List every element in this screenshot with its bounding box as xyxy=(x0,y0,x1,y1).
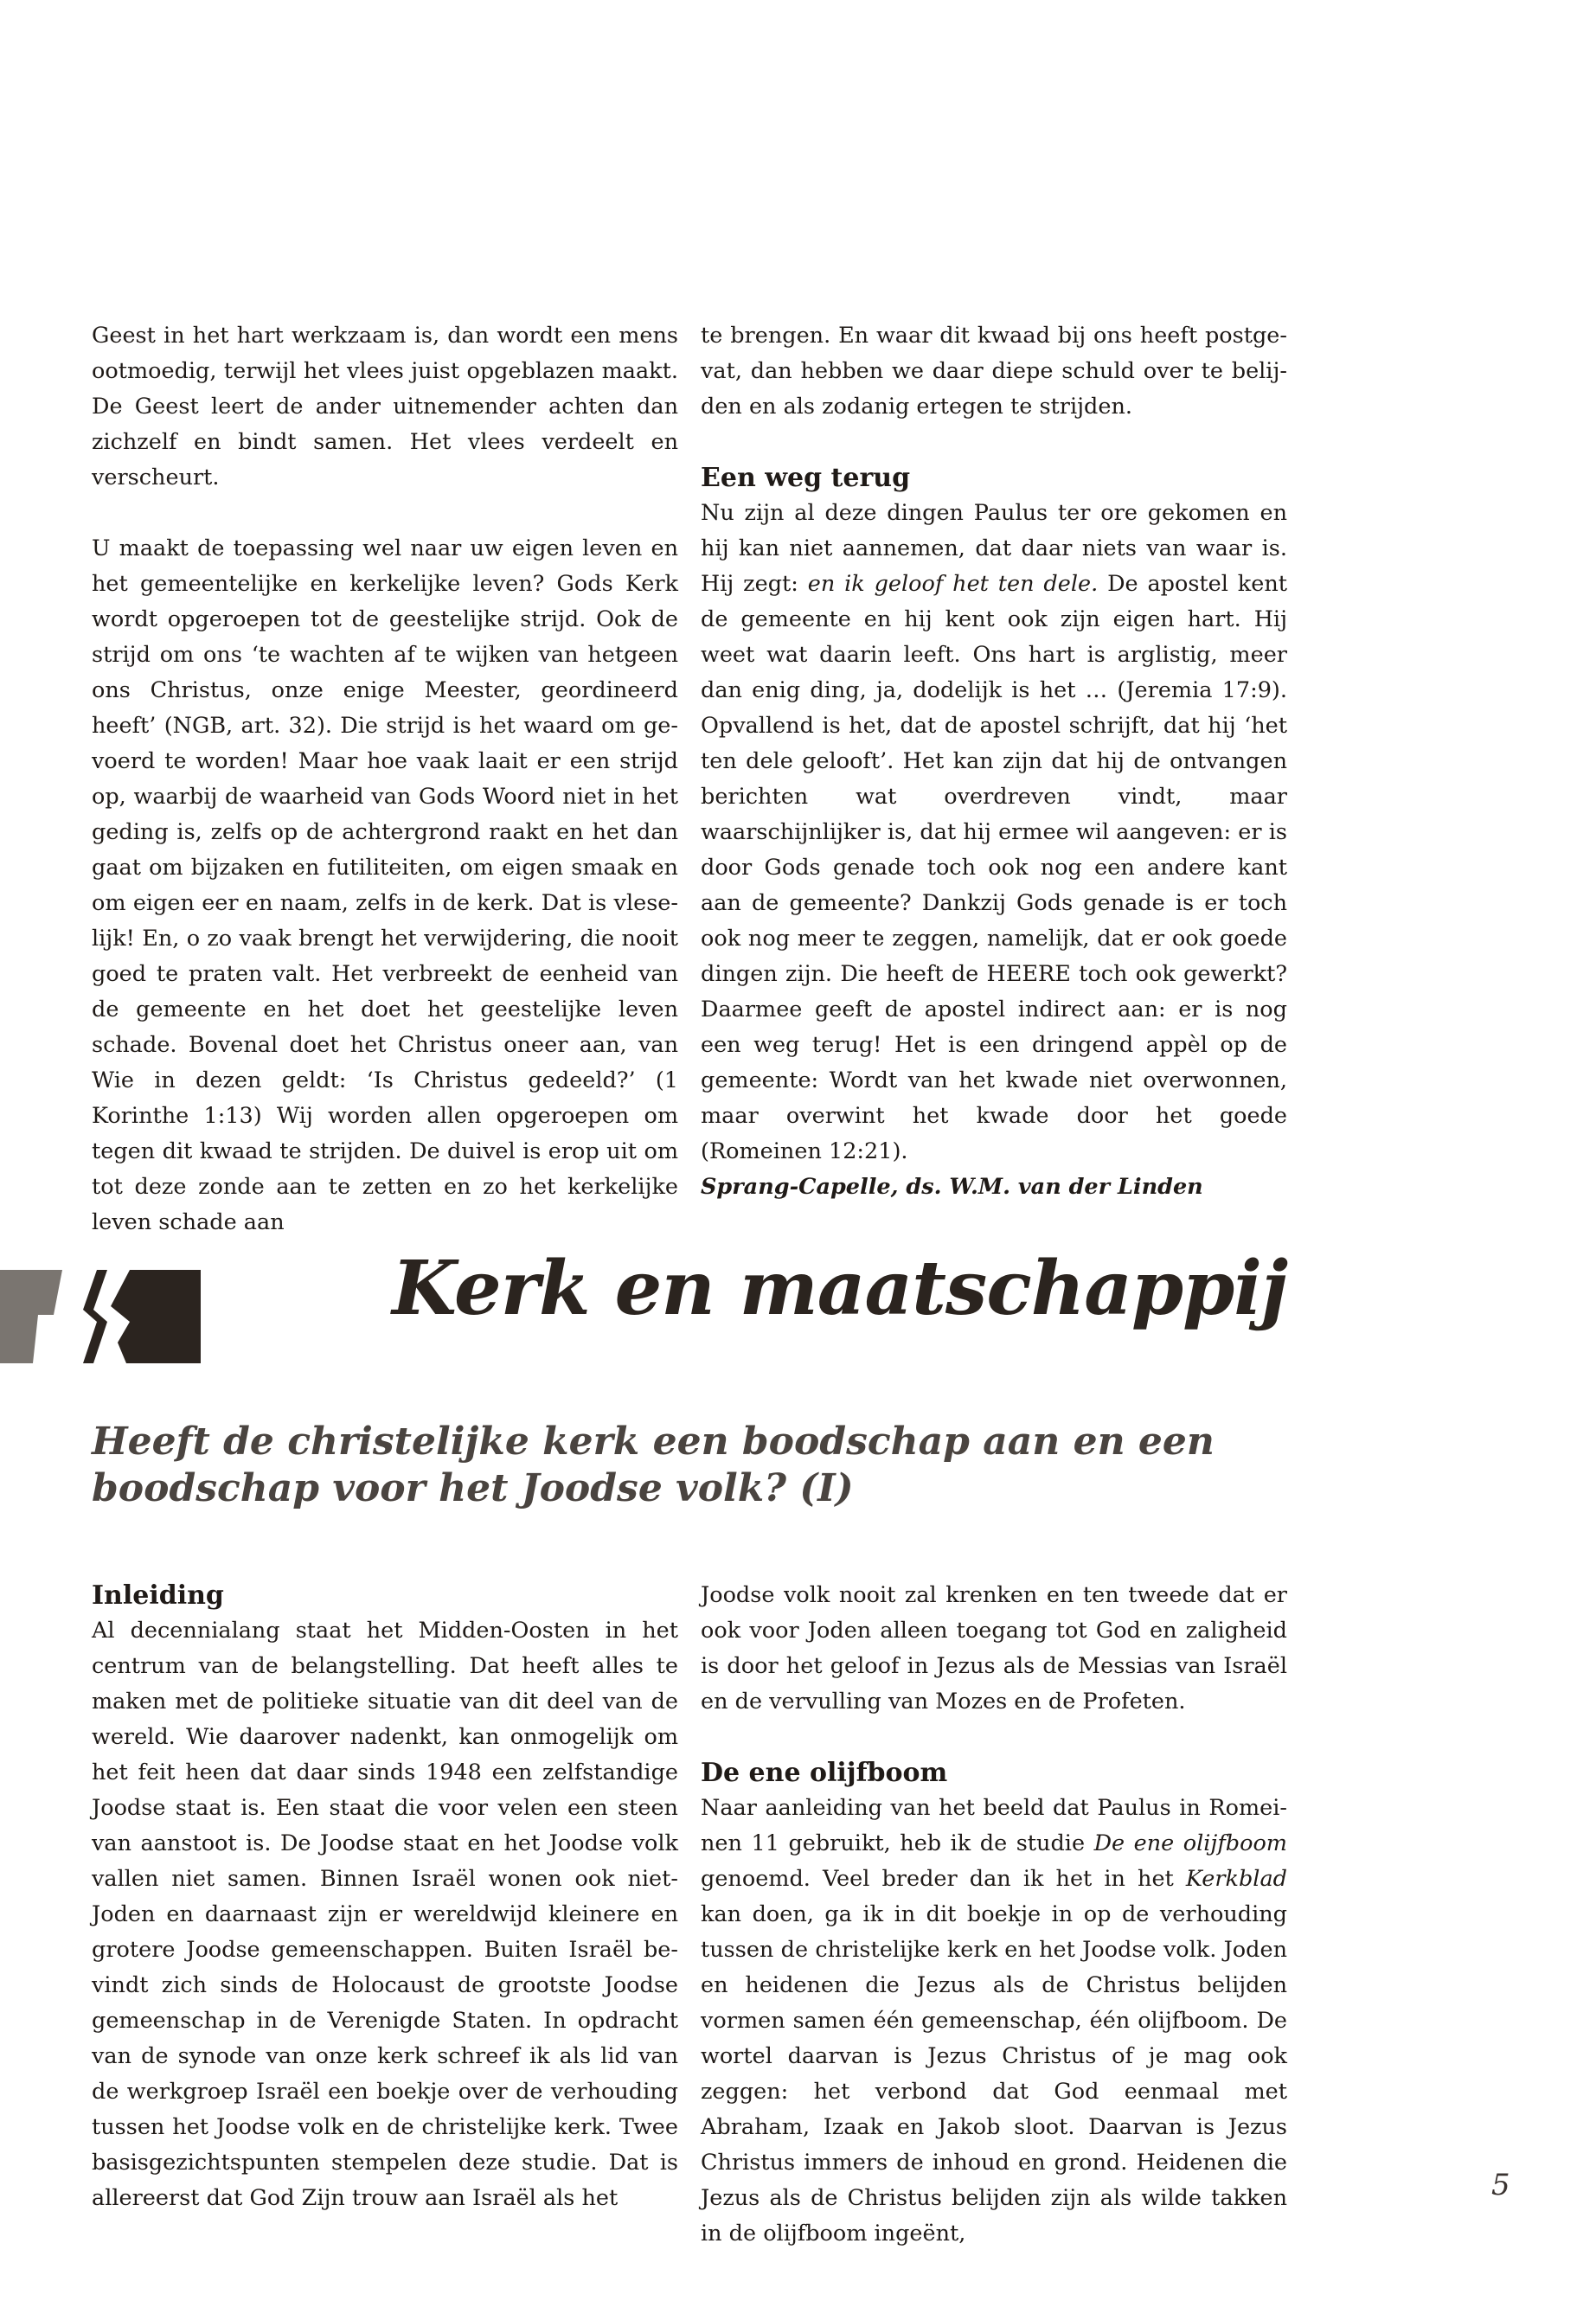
author-signature: Sprang-Capelle, ds. W.M. van der Linden xyxy=(701,1174,1203,1200)
italic-text: en ik geloof het ten dele. xyxy=(807,571,1099,597)
logo-gray-block xyxy=(0,1270,62,1363)
continued-text-left-column xyxy=(92,318,678,1240)
continued-text-right-column xyxy=(701,318,1287,1205)
paragraph: Geest in het hart werkzaam is, dan wordt een mens ootmoedig, terwijl het vlees juist opgeblazen maakt. De Geest leert de ander uitnemender achten dan zichzelf en bindt samen. Het vlees verdeelt en verscheurt. xyxy=(92,323,678,490)
text-run: De apostel kent de gemeente en hij kent ook zijn eigen hart. Hij weet wat daarin leeft. Ons hart is arglistig, meer dan enig ding, ja, dodelijk is het … (Jeremia 17:9). Opvallend is het, dat de apostel schrijft, dat hij ‘het ten dele gelooft’. Het kan zijn dat hij de ontvangen berichten wat overdreven vindt, maar waarschijnlijker is, dat hij ermee wil aangeven: er is door Gods genade toch ook nog een andere kant aan de gemeente? Dankzij Gods genade is er toch ook nog meer te zeggen, namelijk, dat er ook goede dingen zijn. Die heeft de HEERE toch ook gewerkt? Daarmee geeft de apostel indirect aan: er is nog een weg terug! Het is een dringend appèl op de gemeente: Wordt van het kwade niet overwonnen, maar overwint het kwade door het goede (Romeinen 12:21). xyxy=(701,571,1288,1164)
paragraph: U maakt de toepassing wel naar uw eigen leven en het gemeentelijke en kerkelijke leven? Gods Kerk wordt opgeroepen tot de geestelijke strijd. Ook de strijd om ons ‘te wachten af te wijken van hetgeen ons Christus, onze enige Meester, geordineerd heeft’ (NGB, art. 32). Die strijd is het waard om gevoerd te worden! Maar hoe vaak laait er een strijd op, waarbij de waarheid van Gods Woord niet in het geding is, zelfs op de achtergrond raakt en het dan gaat om bijzaken en futiliteiten, om eigen smaak en om eigen eer en naam, zelfs in de kerk. Dat is vleselijk! En, o zo vaak brengt het verwijdering, die nooit goed te praten valt. Het verbreekt de eenheid van de gemeente en het doet het geestelijke leven schade. Bovenal doet het Christus oneer aan, van Wie in dezen geldt: ‘Is Christus gedeeld?’ (1 Korinthe 1:13) Wij worden allen opgeroepen om tegen dit kwaad te strijden. De duivel is erop uit om tot deze zonde aan te zetten en zo het kerkelijke leven schade aan xyxy=(92,535,678,1235)
page-number: 5 xyxy=(1491,2168,1510,2202)
article-left-column xyxy=(92,1578,678,2216)
section-heading: Inleiding xyxy=(92,1580,224,1611)
italic-text: De ene olijfboom xyxy=(1093,1830,1287,1856)
text-run: kan doen, ga ik in dit boekje in op de verhouding tussen de christelijke kerk en het Joodse volk. Joden en heidenen die Jezus als de Christus belijden vormen samen één gemeenschap, één olijfboom. De wortel daarvan is Jezus Christus of je mag ook zeggen: het verbond dat God eenmaal met Abraham, Izaak en Jakob sloot. Daarvan is Jezus Christus immers de inhoud en grond. Heidenen die Jezus als de Christus belijden zijn als wilde takken in de olijfboom ingeënt, xyxy=(701,1901,1287,2247)
paragraph xyxy=(701,1791,1287,2252)
article-right-column xyxy=(701,1578,1287,2252)
section-title: Kerk en maatschappij xyxy=(392,1245,1287,1332)
section-heading: De ene olijfboom xyxy=(701,1758,948,1788)
section-heading: Een weg terug xyxy=(701,463,911,493)
text-run: Nu zijn al deze dingen Paulus ter ore gekomen en hij kan niet aannemen, dat daar niets van waar is. Hij zegt: xyxy=(701,500,1287,597)
paragraph xyxy=(701,496,1287,1170)
text-run: Naar aanleiding van het beeld dat Paulus in Romeinen 11 gebruikt, heb ik de studie xyxy=(701,1795,1287,1856)
article-title: Heeft de christelijke kerk een boodschap aan en een boodschap voor het Joodse volk? (I) xyxy=(92,1420,1215,1510)
paragraph: Al decennialang staat het Midden-Oosten in het centrum van de belangstelling. Dat heeft alles te maken met de politieke situatie van dit deel van de wereld. Wie daarover nadenkt, kan onmogelijk om het feit heen dat daar sinds 1948 een zelfstandige Joodse staat is. Een staat die voor velen een steen van aanstoot is. De Joodse staat en het Joodse volk vallen niet samen. Binnen Israël wonen ook niet-Joden en daarnaast zijn er wereldwijd kleinere en grotere Joodse gemeenschappen. Buiten Israël bevindt zich sinds de Holocaust de grootste Joodse gemeenschap in de Verenigde Staten. In opdracht van de synode van onze kerk schreef ik als lid van de werkgroep Israël een boekje over de verhouding tussen het Joodse volk en de christelijke kerk. Twee basisgezichtspunten stempelen deze studie. Dat is allereerst dat God Zijn trouw aan Israël als het xyxy=(92,1618,678,2211)
section-k-logo-icon xyxy=(0,1270,201,1363)
logo-dark-k-left xyxy=(83,1270,107,1363)
paragraph: Joodse volk nooit zal krenken en ten tweede dat er ook voor Joden alleen toegang tot God en zaligheid is door het geloof in Jezus als de Messias van Israël en de vervulling van Mozes en de Profeten. xyxy=(701,1582,1287,1715)
paragraph: te brengen. En waar dit kwaad bij ons heeft postgevat, dan hebben we daar diepe schuld over te belijden en als zodanig ertegen te strijden. xyxy=(701,323,1287,420)
text-run: genoemd. Veel breder dan ik het in het xyxy=(701,1866,1186,1892)
italic-text: Kerkblad xyxy=(1185,1866,1287,1892)
logo-dark-k-body xyxy=(111,1270,201,1363)
